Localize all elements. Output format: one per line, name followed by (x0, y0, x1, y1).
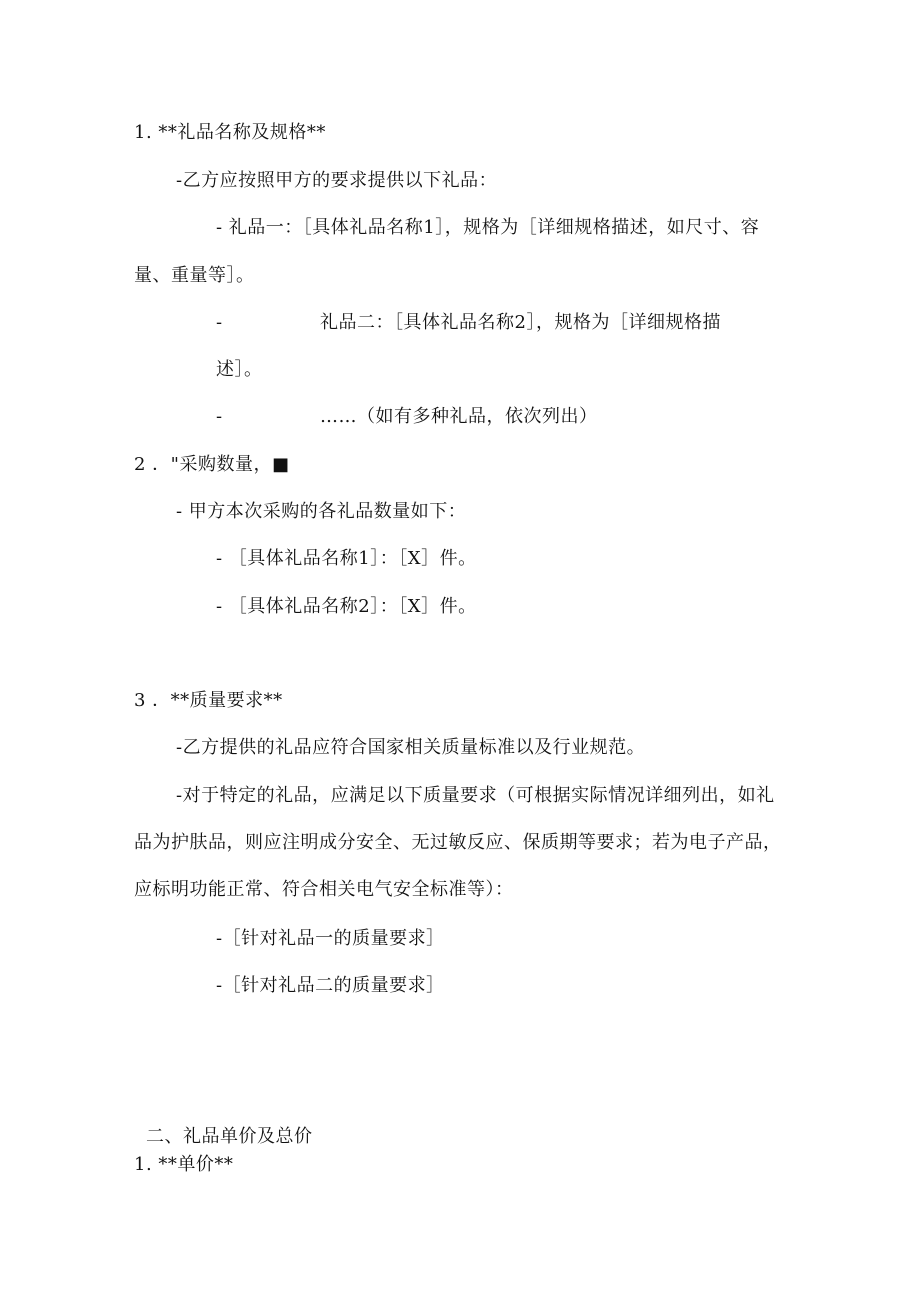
section3-req1: -［针对礼品一的质量要求］ (216, 928, 445, 949)
section1-item1-line1: - 礼品一：［具体礼品名称1］，规格为［详细规格描述，如尺寸、容 (216, 217, 760, 238)
section1-item3-text: ……（如有多种礼品，依次列出） (320, 406, 598, 427)
section3-heading: 3 ．**质量要求** (134, 690, 283, 711)
section3-p2-line1: -对于特定的礼品，应满足以下质量要求（可根据实际情况详细列出，如礼 (176, 785, 775, 806)
section1-item3-dash: - (216, 406, 223, 427)
section2-row1: - ［具体礼品名称1］：［X］件。 (216, 548, 477, 569)
section1-item2-line1: 礼品二：［具体礼品名称2］，规格为［详细规格描 (320, 312, 721, 333)
section1-item2-line2: 述］。 (216, 359, 263, 380)
section2-intro: - 甲方本次采购的各礼品数量如下： (176, 501, 467, 522)
section3-p1: -乙方提供的礼品应符合国家相关质量标准以及行业规范。 (176, 737, 646, 758)
section2-row2: - ［具体礼品名称2］：［X］件。 (216, 596, 477, 617)
section1-intro: -乙方应按照甲方的要求提供以下礼品： (176, 170, 498, 191)
section3-p2-line2: 品为护肤品，则应注明成分安全、无过敏反应、保质期等要求；若为电子产品， (134, 832, 782, 853)
part2-heading: 二、礼品单价及总价 (146, 1126, 313, 1147)
section3-p2-line3: 应标明功能正常、符合相关电气安全标准等）： (134, 879, 514, 900)
part2-sub1: 1. **单价** (134, 1154, 234, 1175)
section1-item2-dash: - (216, 312, 223, 333)
section2-heading: 2 ．"采购数量，■ (134, 454, 290, 475)
section1-heading: 1. **礼品名称及规格** (134, 122, 326, 143)
section3-req2: -［针对礼品二的质量要求］ (216, 975, 445, 996)
section1-item1-line2: 量、重量等］。 (134, 265, 255, 286)
